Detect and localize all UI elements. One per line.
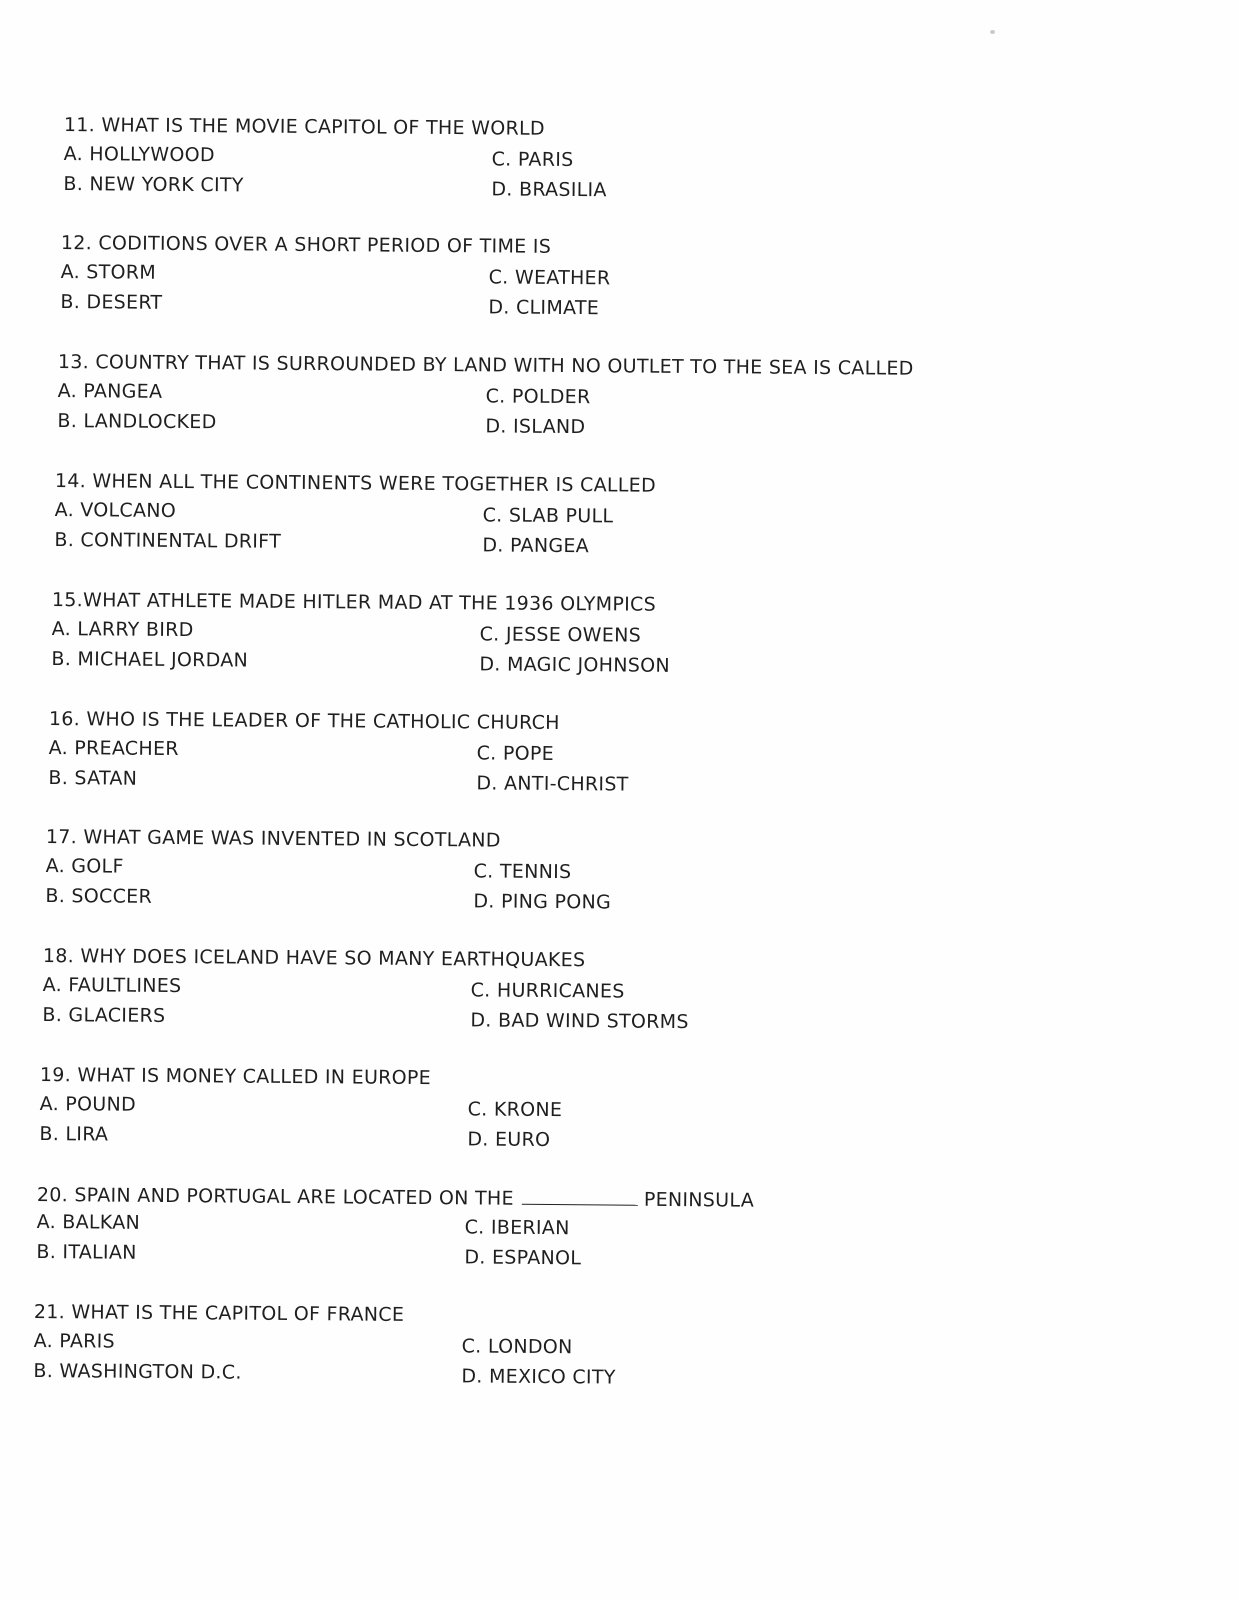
option-d: D. EURO	[467, 1128, 551, 1152]
option-a: A. GOLF	[45, 854, 124, 878]
option-b: B. SOCCER	[45, 884, 153, 908]
option-c: C. KRONE	[467, 1098, 563, 1122]
option-a: A. HOLLYWOOD	[63, 142, 215, 167]
option-d: D. MAGIC JOHNSON	[479, 653, 671, 677]
option-c: C. JESSE OWENS	[479, 623, 642, 647]
option-b: B. WASHINGTON D.C.	[33, 1359, 242, 1384]
option-c: C. IBERIAN	[464, 1216, 570, 1240]
question-text: 19. WHAT IS MONEY CALLED IN EUROPE	[39, 1064, 432, 1090]
option-d: D. MEXICO CITY	[461, 1365, 616, 1389]
question-15	[51, 589, 952, 706]
option-d: D. PANGEA	[482, 534, 590, 558]
question-text: 18. WHY DOES ICELAND HAVE SO MANY EARTHQUAKES	[42, 945, 586, 972]
option-c: C. LONDON	[461, 1335, 573, 1359]
option-c: C. PARIS	[491, 148, 574, 172]
option-d: D. PING PONG	[473, 890, 612, 914]
question-18	[42, 945, 943, 1062]
option-b: B. MICHAEL JORDAN	[51, 647, 249, 672]
question-text: 13. COUNTRY THAT IS SURROUNDED BY LAND WITH NO OUTLET TO THE SEA IS CALLED	[57, 351, 914, 380]
option-b: B. ITALIAN	[36, 1240, 137, 1264]
question-text: 11. WHAT IS THE MOVIE CAPITOL OF THE WORLD	[63, 114, 545, 140]
option-b: B. NEW YORK CITY	[63, 172, 244, 197]
answer-blank-line	[522, 1186, 638, 1206]
option-d: D. CLIMATE	[488, 296, 600, 320]
option-b: B. GLACIERS	[42, 1003, 166, 1027]
option-c: C. POPE	[476, 742, 555, 765]
option-d: D. ESPANOL	[464, 1246, 582, 1270]
question-14	[54, 470, 955, 587]
question-19	[39, 1064, 940, 1181]
option-a: A. VOLCANO	[54, 498, 177, 522]
question-text: 12. CODITIONS OVER A SHORT PERIOD OF TIME IS	[60, 232, 552, 258]
question-text: 16. WHO IS THE LEADER OF THE CATHOLIC CHURCH	[48, 708, 560, 735]
question-text: 14. WHEN ALL THE CONTINENTS WERE TOGETHER IS CALLED	[54, 470, 657, 497]
option-c: C. WEATHER	[488, 266, 611, 290]
question-text: 20. SPAIN AND PORTUGAL ARE LOCATED ON THE PENINSULA	[36, 1183, 755, 1212]
option-a: A. POUND	[39, 1092, 137, 1116]
option-c: C. TENNIS	[473, 860, 572, 884]
option-a: A. BALKAN	[36, 1210, 141, 1234]
option-d: D. ANTI-CHRIST	[476, 772, 629, 796]
option-a: A. PARIS	[33, 1329, 116, 1353]
option-a: A. FAULTLINES	[42, 973, 182, 998]
option-d: D. BRASILIA	[491, 178, 607, 202]
option-b: B. SATAN	[48, 766, 138, 790]
question-11	[63, 114, 964, 231]
question-text: 17. WHAT GAME WAS INVENTED IN SCOTLAND	[45, 826, 501, 852]
option-a: A. PREACHER	[48, 736, 179, 761]
scan-speck	[990, 30, 995, 34]
question-text: 15.WHAT ATHLETE MADE HITLER MAD AT THE 1936 OLYMPICS	[51, 589, 657, 616]
question-16	[48, 708, 949, 825]
option-b: B. CONTINENTAL DRIFT	[54, 528, 282, 553]
option-b: B. LIRA	[39, 1122, 109, 1146]
question-21	[33, 1301, 934, 1418]
option-c: C. SLAB PULL	[482, 504, 614, 528]
question-13	[57, 351, 958, 468]
option-c: C. POLDER	[485, 385, 591, 409]
option-b: B. LANDLOCKED	[57, 409, 217, 434]
option-b: B. DESERT	[60, 290, 163, 314]
option-a: A. PANGEA	[57, 379, 163, 403]
option-d: D. ISLAND	[485, 415, 586, 439]
question-17	[45, 826, 946, 943]
question-text: 21. WHAT IS THE CAPITOL OF FRANCE	[33, 1301, 405, 1326]
option-a: A. LARRY BIRD	[51, 617, 194, 642]
option-a: A. STORM	[60, 260, 157, 284]
option-d: D. BAD WIND STORMS	[470, 1009, 689, 1034]
question-20	[36, 1182, 937, 1299]
question-12	[60, 232, 961, 349]
option-c: C. HURRICANES	[470, 979, 625, 1003]
